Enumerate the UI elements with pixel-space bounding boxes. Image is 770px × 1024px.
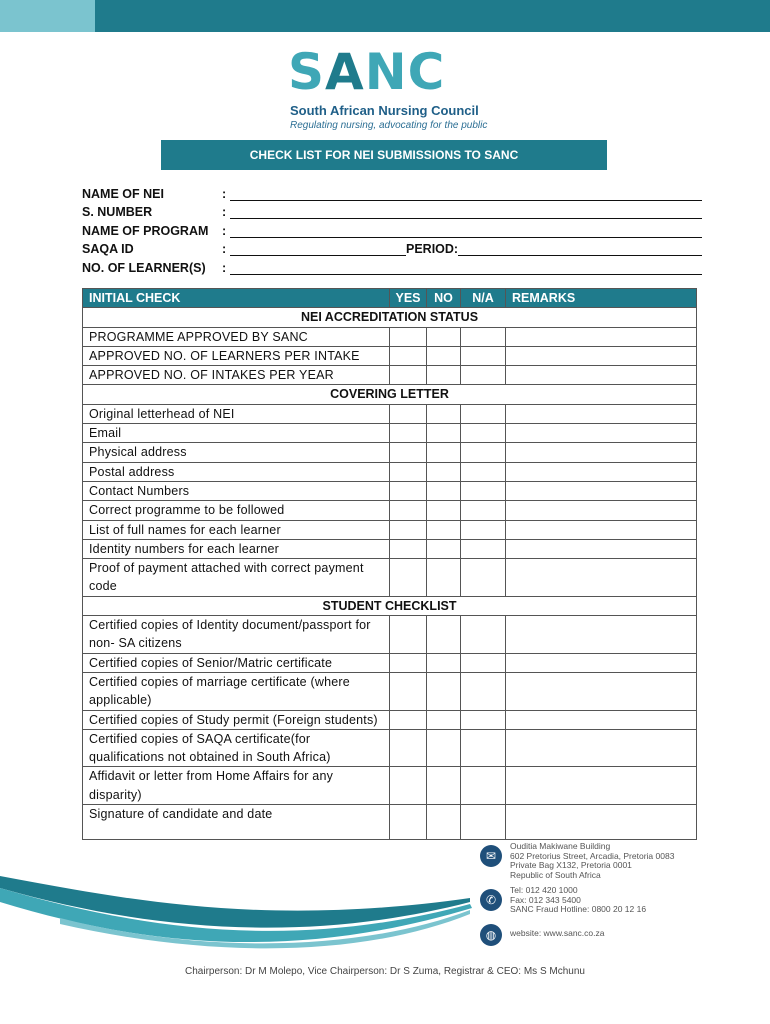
- remarks-cell[interactable]: [506, 616, 697, 654]
- na-cell[interactable]: [461, 616, 506, 654]
- checklist-row: [83, 672, 697, 710]
- remarks-cell[interactable]: [506, 767, 697, 805]
- header-remarks: REMARKS: [506, 289, 697, 308]
- remarks-cell[interactable]: [506, 327, 697, 346]
- na-cell[interactable]: [461, 346, 506, 365]
- checklist-item-label: Certified copies of Senior/Matric certificate: [83, 653, 390, 672]
- no-cell[interactable]: [427, 404, 461, 423]
- checklist-row: [83, 710, 697, 729]
- field-name-of-nei[interactable]: NAME OF NEI :: [82, 182, 702, 201]
- field-saqa-id[interactable]: SAQA ID : PERIOD:: [82, 238, 702, 257]
- checklist-item-label: Proof of payment attached with correct payment code: [83, 559, 390, 597]
- checklist-item-label: List of full names for each learner: [83, 520, 390, 539]
- top-banner: [0, 0, 770, 32]
- na-cell[interactable]: [461, 539, 506, 558]
- checklist-item-label: Certified copies of Identity document/passport for non- SA citizens: [83, 616, 390, 654]
- envelope-icon: ✉: [480, 845, 502, 867]
- checklist-item-label: Email: [83, 424, 390, 443]
- checklist-row: [83, 462, 697, 481]
- no-cell[interactable]: [427, 327, 461, 346]
- no-cell[interactable]: [427, 653, 461, 672]
- no-cell[interactable]: [427, 539, 461, 558]
- no-cell[interactable]: [427, 346, 461, 365]
- header-no: NO: [427, 289, 461, 308]
- no-cell[interactable]: [427, 520, 461, 539]
- field-name-of-program[interactable]: NAME OF PROGRAM :: [82, 219, 702, 238]
- na-cell[interactable]: [461, 767, 506, 805]
- remarks-cell[interactable]: [506, 539, 697, 558]
- remarks-cell[interactable]: [506, 653, 697, 672]
- logo-wordmark: SANC: [288, 43, 446, 101]
- na-cell[interactable]: [461, 443, 506, 462]
- section-row: [83, 596, 697, 615]
- checklist-row: [83, 424, 697, 443]
- no-cell[interactable]: [427, 710, 461, 729]
- checklist-row: [83, 404, 697, 423]
- na-cell[interactable]: [461, 559, 506, 597]
- checklist-item-label: Postal address: [83, 462, 390, 481]
- no-cell[interactable]: [427, 767, 461, 805]
- no-cell[interactable]: [427, 805, 461, 840]
- checklist-item-label: Contact Numbers: [83, 481, 390, 500]
- header-initial-check: INITIAL CHECK: [83, 289, 390, 308]
- yes-cell[interactable]: [390, 424, 427, 443]
- checklist-item-label: APPROVED NO. OF LEARNERS PER INTAKE: [83, 346, 390, 365]
- yes-cell[interactable]: [390, 501, 427, 520]
- field-s-number[interactable]: S. NUMBER :: [82, 201, 702, 220]
- checklist-row: [83, 539, 697, 558]
- section-title: COVERING LETTER: [83, 385, 697, 404]
- checklist-row: [83, 616, 697, 654]
- na-cell[interactable]: [461, 481, 506, 500]
- checklist-row: [83, 729, 697, 767]
- table-header-row: [83, 289, 697, 308]
- yes-cell[interactable]: [390, 729, 427, 767]
- globe-icon: ◍: [480, 924, 502, 946]
- checklist-row: [83, 767, 697, 805]
- checklist-item-label: Certified copies of SAQA certificate(for qualifications not obtained in South Africa): [83, 729, 390, 767]
- na-cell[interactable]: [461, 501, 506, 520]
- no-cell[interactable]: [427, 501, 461, 520]
- checklist-item-label: Certified copies of marriage certificate (where applicable): [83, 672, 390, 710]
- remarks-cell[interactable]: [506, 520, 697, 539]
- remarks-cell[interactable]: [506, 443, 697, 462]
- field-no-of-learners[interactable]: NO. OF LEARNER(S) :: [82, 256, 702, 275]
- yes-cell[interactable]: [390, 653, 427, 672]
- remarks-cell[interactable]: [506, 559, 697, 597]
- yes-cell[interactable]: [390, 672, 427, 710]
- no-cell[interactable]: [427, 481, 461, 500]
- no-cell[interactable]: [427, 729, 461, 767]
- remarks-cell[interactable]: [506, 424, 697, 443]
- checklist-item-label: Identity numbers for each learner: [83, 539, 390, 558]
- no-cell[interactable]: [427, 559, 461, 597]
- yes-cell[interactable]: [390, 520, 427, 539]
- yes-cell[interactable]: [390, 346, 427, 365]
- sanc-logo: [286, 43, 488, 136]
- no-cell[interactable]: [427, 424, 461, 443]
- na-cell[interactable]: [461, 710, 506, 729]
- remarks-cell[interactable]: [506, 366, 697, 385]
- header-fields: [82, 182, 702, 275]
- na-cell[interactable]: [461, 729, 506, 767]
- checklist-table: [82, 288, 697, 840]
- na-cell[interactable]: [461, 653, 506, 672]
- no-cell[interactable]: [427, 462, 461, 481]
- remarks-cell[interactable]: [506, 729, 697, 767]
- na-cell[interactable]: [461, 424, 506, 443]
- yes-cell[interactable]: [390, 805, 427, 840]
- na-cell[interactable]: [461, 462, 506, 481]
- checklist-row: [83, 346, 697, 365]
- phone-icon: ✆: [480, 889, 502, 911]
- yes-cell[interactable]: [390, 327, 427, 346]
- logo-organization-name: South African Nursing Council: [290, 103, 479, 118]
- contact-phone: ✆ Tel: 012 420 1000 Fax: 012 343 5400 SANC Fraud Hotline: 0800 20 12 16: [480, 886, 760, 915]
- na-cell[interactable]: [461, 366, 506, 385]
- no-cell[interactable]: [427, 616, 461, 654]
- checklist-row: [83, 805, 697, 840]
- yes-cell[interactable]: [390, 481, 427, 500]
- checklist-item-label: PROGRAMME APPROVED BY SANC: [83, 327, 390, 346]
- decorative-wave: [0, 868, 520, 958]
- yes-cell[interactable]: [390, 710, 427, 729]
- checklist-row: [83, 327, 697, 346]
- na-cell[interactable]: [461, 805, 506, 840]
- checklist-row: [83, 481, 697, 500]
- remarks-cell[interactable]: [506, 481, 697, 500]
- contact-web[interactable]: ◍ website: www.sanc.co.za: [480, 921, 760, 946]
- remarks-cell[interactable]: [506, 501, 697, 520]
- remarks-cell[interactable]: [506, 710, 697, 729]
- checklist-row: [83, 559, 697, 597]
- section-row: [83, 385, 697, 404]
- na-cell[interactable]: [461, 404, 506, 423]
- remarks-cell[interactable]: [506, 672, 697, 710]
- na-cell[interactable]: [461, 520, 506, 539]
- remarks-cell[interactable]: [506, 805, 697, 840]
- top-banner-accent: [0, 0, 95, 32]
- no-cell[interactable]: [427, 672, 461, 710]
- yes-cell[interactable]: [390, 366, 427, 385]
- header-yes: YES: [390, 289, 427, 308]
- checklist-row: [83, 501, 697, 520]
- contact-address: ✉ Ouditia Makiwane Building 602 Pretorius Street, Arcadia, Pretoria 0083 Private Bag X132, Pretoria 0001 Republic of South Africa: [480, 842, 760, 880]
- header-na: N/A: [461, 289, 506, 308]
- checklist-item-label: APPROVED NO. OF INTAKES PER YEAR: [83, 366, 390, 385]
- document-title: CHECK LIST FOR NEI SUBMISSIONS TO SANC: [161, 140, 607, 170]
- remarks-cell[interactable]: [506, 462, 697, 481]
- checklist-item-label: Affidavit or letter from Home Affairs for any disparity): [83, 767, 390, 805]
- yes-cell[interactable]: [390, 616, 427, 654]
- no-cell[interactable]: [427, 443, 461, 462]
- checklist-item-label: Physical address: [83, 443, 390, 462]
- checklist-item-label: Correct programme to be followed: [83, 501, 390, 520]
- field-period[interactable]: [458, 243, 702, 256]
- na-cell[interactable]: [461, 327, 506, 346]
- yes-cell[interactable]: [390, 404, 427, 423]
- checklist-item-label: Certified copies of Study permit (Foreign students): [83, 710, 390, 729]
- footer-officials: Chairperson: Dr M Molepo, Vice Chairperson: Dr S Zuma, Registrar & CEO: Ms S Mchunu: [185, 966, 585, 977]
- checklist-item-label: Original letterhead of NEI: [83, 404, 390, 423]
- no-cell[interactable]: [427, 366, 461, 385]
- checklist-item-label: Signature of candidate and date: [83, 805, 390, 840]
- contact-block: [480, 842, 760, 952]
- field-period-label: PERIOD:: [406, 242, 459, 256]
- logo-tagline: Regulating nursing, advocating for the public: [290, 120, 488, 131]
- yes-cell[interactable]: [390, 767, 427, 805]
- na-cell[interactable]: [461, 672, 506, 710]
- section-title: STUDENT CHECKLIST: [83, 596, 697, 615]
- yes-cell[interactable]: [390, 462, 427, 481]
- remarks-cell[interactable]: [506, 404, 697, 423]
- section-row: [83, 308, 697, 327]
- checklist-row: [83, 520, 697, 539]
- remarks-cell[interactable]: [506, 346, 697, 365]
- yes-cell[interactable]: [390, 539, 427, 558]
- checklist-row: [83, 366, 697, 385]
- section-title: NEI ACCREDITATION STATUS: [83, 308, 697, 327]
- yes-cell[interactable]: [390, 559, 427, 597]
- yes-cell[interactable]: [390, 443, 427, 462]
- checklist-row: [83, 653, 697, 672]
- checklist-row: [83, 443, 697, 462]
